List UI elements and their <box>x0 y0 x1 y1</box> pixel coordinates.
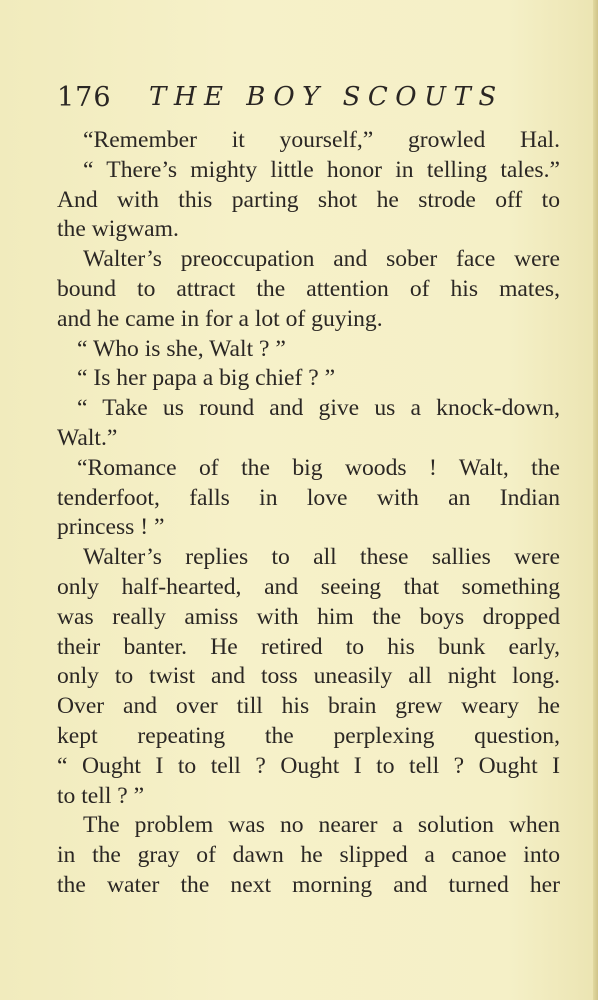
page-edge <box>593 0 598 1000</box>
text-line: And with this parting shot he strode off to <box>57 186 560 213</box>
body-text <box>57 126 560 901</box>
text-line: Walt.” <box>57 424 118 451</box>
text-line: “ Take us round and give us a knock-down, <box>77 395 560 422</box>
text-line: “ There’s mighty little honor in telling tales.” <box>83 156 560 183</box>
text-line: their banter. He retired to his bunk early, <box>57 633 560 660</box>
text-line: Walter’s replies to all these sallies were <box>83 544 560 571</box>
text-line: “ Is her papa a big chief ? ” <box>77 365 336 392</box>
text-line: to tell ? ” <box>57 782 145 809</box>
text-line: Walter’s preoccupation and sober face were <box>83 246 560 273</box>
page-header <box>57 82 504 122</box>
text-line: in the gray of dawn he slipped a canoe into <box>57 842 560 869</box>
text-line: The problem was no nearer a solution when <box>83 812 560 839</box>
text-line: Over and over till his brain grew weary he <box>57 693 560 720</box>
text-line: tenderfoot, falls in love with an Indian <box>57 484 560 511</box>
text-line: only half-hearted, and seeing that something <box>57 573 560 600</box>
text-line: bound to attract the attention of his mates, <box>57 275 560 302</box>
running-title: THE BOY SCOUTS <box>149 82 504 112</box>
text-line: “Romance of the big woods ! Walt, the <box>77 454 560 481</box>
text-line: princess ! ” <box>57 514 165 541</box>
page-number: 176 <box>57 82 112 113</box>
text-line: the wigwam. <box>57 216 179 243</box>
text-line: “ Ought I to tell ? Ought I to tell ? Ought I <box>57 752 560 779</box>
text-line: “Remember it yourself,” growled Hal. <box>83 127 560 153</box>
text-line: “ Who is she, Walt ? ” <box>77 335 286 362</box>
text-line: kept repeating the perplexing question, <box>57 722 560 749</box>
text-line: only to twist and toss uneasily all night long. <box>57 663 560 690</box>
text-line: was really amiss with him the boys dropped <box>57 603 560 630</box>
text-line: and he came in for a lot of guying. <box>57 305 383 332</box>
text-line: the water the next morning and turned her <box>57 871 560 898</box>
